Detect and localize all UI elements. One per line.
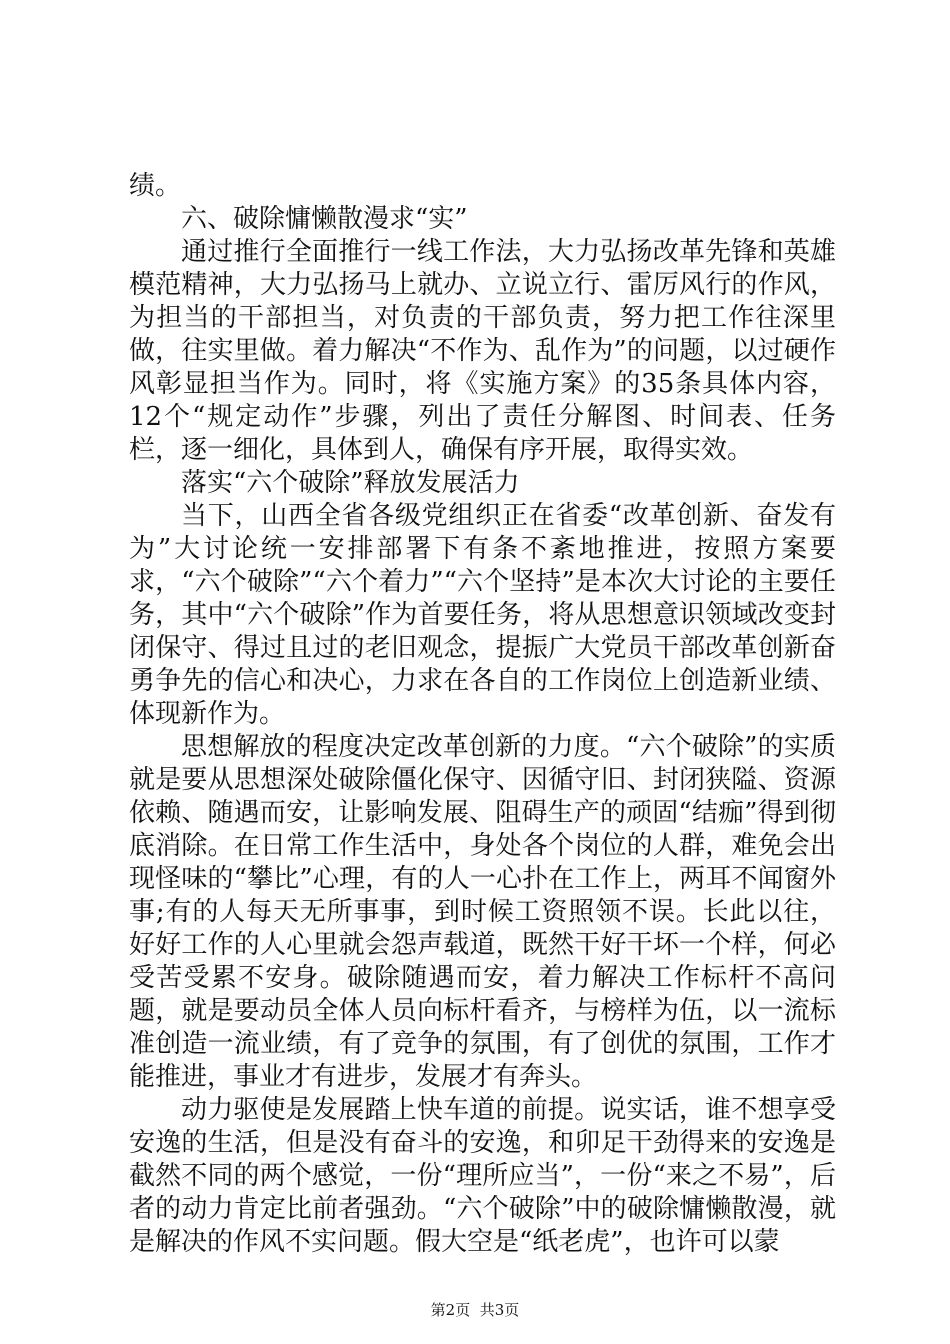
paragraph: 动力驱使是发展踏上快车道的前提。说实话，谁不想享受安逸的生活，但是没有奋斗的安逸，和卯足干劲得来的安逸是截然不同的两个感觉，一份“理所应当”，一份“来之不易”，后者的动力肯定比前者强劲。“六个破除”中的破除慵懒散漫，就是解决的作风不实问题。假大空是“纸老虎”，也许可以蒙 (129, 1095, 836, 1257)
section-heading: 六、破除慵懒散漫求“实” (181, 204, 468, 234)
page-number: 第2页 (430, 1301, 471, 1319)
paragraph: 通过推行全面推行一线工作法，大力弘扬改革先锋和英雄模范精神，大力弘扬马上就办、立说立行、雷厉风行的作风，为担当的干部担当，对负责的干部负责，努力把工作往深里做，往实里做。着力解决“不作为、乱作为”的问题，以过硬作风彰显担当作为。同时，将《实施方案》的35条具体内容，12个“规定动作”步骤，列出了责任分解图、时间表、任务栏，逐一细化，具体到人，确保有序开展，取得实效。 (129, 237, 836, 465)
paragraph: 当下，山西全省各级党组织正在省委“改革创新、奋发有为”大讨论统一安排部署下有条不紊地推进，按照方案要求，“六个破除”“六个着力”“六个坚持”是本次大讨论的主要任务，其中“六个破除”作为首要任务，将从思想意识领域改变封闭保守、得过且过的老旧观念，提振广大党员干部改革创新奋勇争先的信心和决心，力求在各自的工作岗位上创造新业绩、体现新作为。 (129, 501, 836, 729)
subtitle-heading: 落实“六个破除”释放发展活力 (181, 468, 520, 498)
total-pages: 共3页 (479, 1301, 520, 1319)
document-body (129, 170, 836, 1259)
page-footer (0, 1300, 950, 1320)
paragraph-continuation: 绩。 (129, 171, 182, 201)
paragraph: 思想解放的程度决定改革创新的力度。“六个破除”的实质就是要从思想深处破除僵化保守、因循守旧、封闭狭隘、资源依赖、随遇而安，让影响发展、阻碍生产的顽固“结痂”得到彻底消除。在日常工作生活中，身处各个岗位的人群，难免会出现怪味的“攀比”心理，有的人一心扑在工作上，两耳不闻窗外事;有的人每天无所事事，到时候工资照领不误。长此以往，好好工作的人心里就会怨声载道，既然干好干坏一个样，何必受苦受累不安身。破除随遇而安，着力解决工作标杆不高问题，就是要动员全体人员向标杆看齐，与榜样为伍，以一流标准创造一流业绩，有了竞争的氛围，有了创优的氛围，工作才能推进，事业才有进步，发展才有奔头。 (129, 732, 836, 1092)
footer-spacer (470, 1301, 480, 1319)
